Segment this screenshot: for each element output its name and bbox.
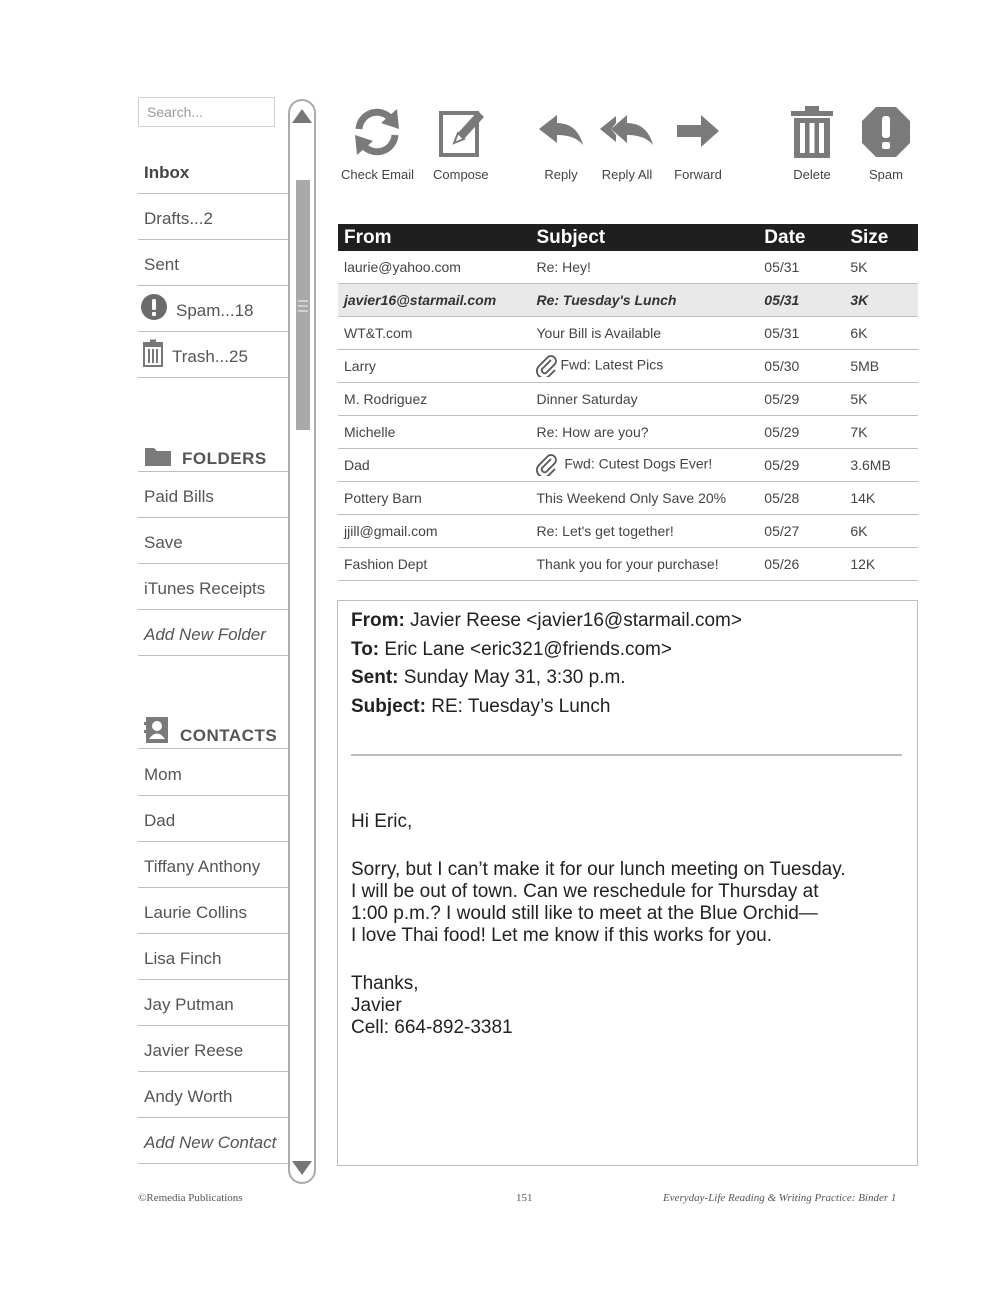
message-subject: This Weekend Only Save 20%	[530, 482, 758, 515]
mailbox-label: Spam...18	[176, 301, 254, 320]
contact-label: Andy Worth	[144, 1087, 233, 1106]
message-date: 05/29	[758, 383, 836, 416]
email-signature-phone: Cell: 664-892-3381	[351, 1017, 513, 1038]
email-signoff: Thanks,	[351, 973, 419, 994]
contact-item[interactable]	[138, 842, 288, 888]
message-row[interactable]	[338, 515, 918, 548]
message-subject: Dinner Saturday	[530, 383, 758, 416]
email-sent-label: Sent:	[351, 667, 399, 688]
footer-copyright: ©Remedia Publications	[138, 1192, 243, 1204]
message-subject: Fwd: Cutest Dogs Ever!	[564, 455, 713, 472]
email-greeting: Hi Eric,	[351, 811, 413, 832]
message-subject-cell	[530, 449, 758, 482]
search-input[interactable]	[138, 97, 275, 127]
message-row[interactable]	[338, 251, 918, 284]
reply-button[interactable]	[537, 105, 585, 182]
contact-item[interactable]	[138, 1072, 288, 1118]
compose-label: Compose	[433, 167, 489, 182]
spam-icon	[140, 293, 168, 321]
message-size: 7K	[836, 416, 918, 449]
contact-label: Javier Reese	[144, 1041, 244, 1060]
message-size: 5K	[836, 251, 918, 284]
message-row-selected[interactable]	[338, 284, 918, 317]
message-subject: Re: Tuesday's Lunch	[530, 284, 758, 317]
column-header-subject[interactable]: Subject	[530, 224, 758, 251]
message-size: 12K	[836, 548, 918, 581]
folder-item[interactable]	[138, 564, 288, 610]
contact-item[interactable]	[138, 796, 288, 842]
add-folder-label: Add New Folder	[144, 625, 266, 644]
forward-arrow-icon	[673, 105, 723, 159]
contact-label: Mom	[144, 765, 182, 784]
message-date: 05/29	[758, 449, 836, 482]
contacts-icon	[144, 716, 170, 744]
message-row[interactable]	[338, 548, 918, 581]
add-contact-label: Add New Contact	[144, 1133, 277, 1152]
mailbox-inbox[interactable]	[138, 148, 288, 194]
delete-label: Delete	[793, 167, 831, 182]
contact-label: Jay Putman	[144, 995, 234, 1014]
message-subject: Fwd: Latest Pics	[560, 356, 664, 373]
message-date: 05/29	[758, 416, 836, 449]
reply-all-label: Reply All	[601, 167, 653, 182]
email-sent-line	[351, 667, 626, 689]
message-from: Fashion Dept	[338, 548, 530, 581]
reply-all-icon	[599, 105, 655, 159]
message-subject: Re: Hey!	[530, 251, 758, 284]
mailbox-drafts[interactable]	[138, 194, 288, 240]
folder-label: iTunes Receipts	[144, 579, 266, 598]
paperclip-icon	[536, 355, 558, 377]
message-size: 3K	[836, 284, 918, 317]
folder-icon	[144, 445, 172, 467]
message-row[interactable]	[338, 317, 918, 350]
spam-warning-icon	[860, 105, 912, 159]
contact-item[interactable]	[138, 750, 288, 796]
contact-item[interactable]	[138, 934, 288, 980]
scroll-up-arrow-icon[interactable]	[291, 108, 313, 124]
email-sent-value: Sunday May 31, 3:30 p.m.	[403, 667, 626, 688]
contact-item[interactable]	[138, 1026, 288, 1072]
message-date: 05/31	[758, 251, 836, 284]
message-subject: Re: How are you?	[530, 416, 758, 449]
message-size: 3.6MB	[836, 449, 918, 482]
compose-button[interactable]	[433, 105, 489, 182]
folder-item[interactable]	[138, 472, 288, 518]
email-body-line: 1:00 p.m.? I would still like to meet at the Blue Orchid—	[351, 903, 818, 924]
folder-label: Save	[144, 533, 183, 552]
message-date: 05/28	[758, 482, 836, 515]
contacts-heading-label: CONTACTS	[180, 726, 278, 745]
email-subject-label: Subject:	[351, 696, 426, 717]
message-row[interactable]	[338, 383, 918, 416]
email-from-value: Javier Reese <javier16@starmail.com>	[410, 610, 742, 631]
mailbox-sent[interactable]	[138, 240, 288, 286]
folder-label: Paid Bills	[144, 487, 214, 506]
reply-icon	[537, 105, 585, 159]
message-row[interactable]	[338, 350, 918, 383]
message-list	[338, 224, 918, 581]
mailbox-label: Sent	[144, 255, 179, 274]
spam-button[interactable]	[860, 105, 912, 182]
reply-all-button[interactable]	[599, 105, 655, 182]
message-list-header	[338, 224, 918, 251]
message-from: M. Rodriguez	[338, 383, 530, 416]
mailbox-label: Inbox	[144, 163, 190, 182]
mailbox-label: Trash...25	[172, 347, 248, 366]
folders-heading	[138, 436, 288, 472]
contact-label: Dad	[144, 811, 176, 830]
add-new-folder-link[interactable]	[138, 610, 288, 656]
column-header-size[interactable]: Size	[836, 224, 918, 251]
trash-icon	[142, 339, 164, 367]
mailbox-trash[interactable]	[138, 332, 288, 378]
column-header-from[interactable]: From	[338, 224, 530, 251]
message-from: javier16@starmail.com	[338, 284, 530, 317]
column-header-date[interactable]: Date	[758, 224, 836, 251]
message-size: 5K	[836, 383, 918, 416]
delete-button[interactable]	[788, 105, 836, 182]
reply-label: Reply	[544, 167, 578, 182]
message-from: Michelle	[338, 416, 530, 449]
spam-label: Spam	[869, 167, 903, 182]
add-new-contact-link[interactable]	[138, 1118, 288, 1164]
message-subject: Your Bill is Available	[530, 317, 758, 350]
forward-button[interactable]	[673, 105, 723, 182]
email-to-value: Eric Lane <eric321@friends.com>	[384, 639, 672, 660]
message-date: 05/30	[758, 350, 836, 383]
compose-icon	[434, 105, 488, 159]
message-subject: Thank you for your purchase!	[530, 548, 758, 581]
folder-item[interactable]	[138, 518, 288, 564]
message-from: laurie@yahoo.com	[338, 251, 530, 284]
mailbox-spam[interactable]	[138, 286, 288, 332]
header-divider	[351, 754, 902, 756]
check-email-label: Check Email	[341, 167, 414, 182]
message-from: jjill@gmail.com	[338, 515, 530, 548]
message-size: 6K	[836, 515, 918, 548]
message-date: 05/27	[758, 515, 836, 548]
mailbox-label: Drafts...2	[144, 209, 213, 228]
email-from-label: From:	[351, 610, 405, 631]
message-size: 6K	[836, 317, 918, 350]
scroll-down-arrow-icon[interactable]	[291, 1160, 313, 1176]
message-size: 5MB	[836, 350, 918, 383]
contact-label: Laurie Collins	[144, 903, 247, 922]
message-subject: Re: Let's get together!	[530, 515, 758, 548]
trash-icon	[788, 105, 836, 159]
email-to-line	[351, 639, 672, 661]
email-body-line: I love Thai food! Let me know if this works for you.	[351, 925, 773, 946]
message-subject-cell	[530, 350, 758, 383]
scroll-grip-icon	[298, 298, 308, 314]
footer-page-number: 151	[516, 1192, 533, 1204]
message-date: 05/31	[758, 284, 836, 317]
email-body-line: I will be out of town. Can we reschedule for Thursday at	[351, 881, 819, 902]
email-subject-line	[351, 696, 610, 718]
message-size: 14K	[836, 482, 918, 515]
message-from: WT&T.com	[338, 317, 530, 350]
contacts-heading	[138, 713, 288, 749]
forward-label: Forward	[674, 167, 722, 182]
contact-item[interactable]	[138, 888, 288, 934]
check-email-button[interactable]	[341, 105, 414, 182]
email-subject-value: RE: Tuesday’s Lunch	[431, 696, 611, 717]
message-row[interactable]	[338, 449, 918, 482]
contact-item[interactable]	[138, 980, 288, 1026]
message-row[interactable]	[338, 416, 918, 449]
message-from: Pottery Barn	[338, 482, 530, 515]
footer-book-title: Everyday-Life Reading & Writing Practice: Binder 1	[663, 1192, 897, 1204]
refresh-icon	[351, 105, 403, 159]
contact-label: Tiffany Anthony	[144, 857, 261, 876]
message-row[interactable]	[338, 482, 918, 515]
folders-heading-label: FOLDERS	[182, 449, 267, 468]
message-date: 05/31	[758, 317, 836, 350]
paperclip-icon	[536, 454, 558, 476]
email-body-line: Sorry, but I can’t make it for our lunch meeting on Tuesday.	[351, 859, 846, 880]
message-from: Dad	[338, 449, 530, 482]
email-to-label: To:	[351, 639, 380, 660]
contact-label: Lisa Finch	[144, 949, 222, 968]
message-from: Larry	[338, 350, 530, 383]
message-date: 05/26	[758, 548, 836, 581]
email-signature-name: Javier	[351, 995, 402, 1016]
email-from-line	[351, 610, 742, 632]
